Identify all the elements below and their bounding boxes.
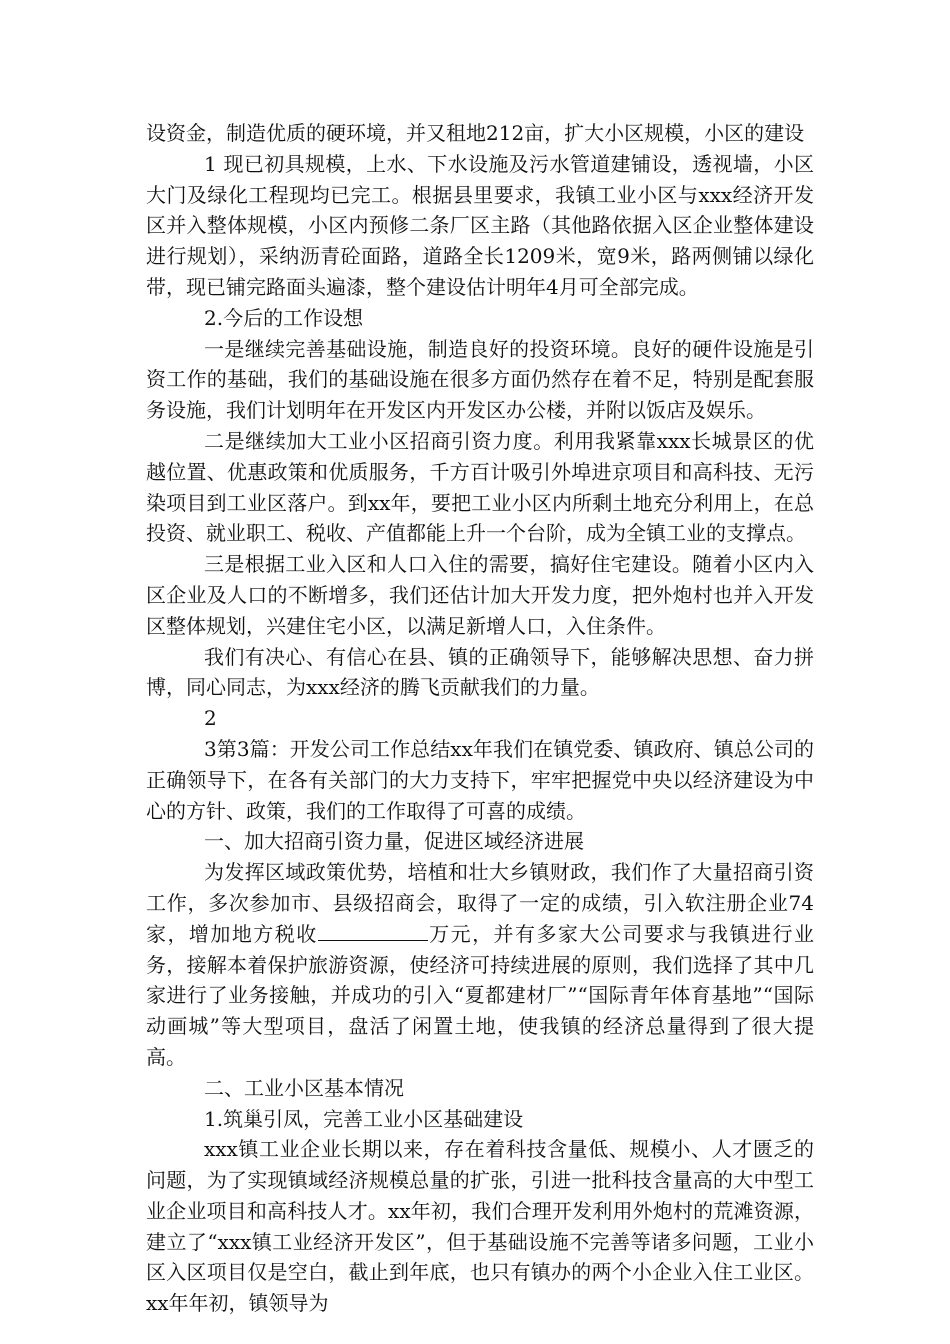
fill-in-blank: [318, 922, 428, 941]
paragraph-5: 二是继续加大工业小区招商引资力度。利用我紧靠xxx长城景区的优越位置、优惠政策和优质服务，千方百计吸引外埠进京项目和高科技、无污染项目到工业区落户。到xx年，要把工业小区内所剩土地充分利用上，在总投资、就业职工、税收、产值都能上升一个台阶，成为全镇工业的支撑点。: [146, 428, 814, 546]
paragraph-9: 3第3篇：开发公司工作总结xx年我们在镇党委、镇政府、镇总公司的正确领导下，在各有关部门的大力支持下，牢牢把握党中央以经济建设为中心的方针、政策，我们的工作取得了可喜的成绩。: [146, 736, 814, 823]
paragraph-11: [146, 857, 814, 1073]
paragraph-11-part-2: 万元，并有多家大公司要求与我镇进行业务，接解本着保护旅游资源，使经济可持续进展的原则，我们选择了其中几家进行了业务接触，并成功的引入“夏都建材厂”“国际青年体育基地”“国际动画城”等大型项目，盘活了闲置土地，使我镇的经济总量得到了很大提高。: [146, 921, 815, 1069]
section-heading-investment: 一、加大招商引资力量，促进区域经济进展: [204, 829, 584, 854]
paragraph-1: 设资金，制造优质的硬环境，并又租地212亩，扩大小区规模，小区的建设: [146, 121, 805, 145]
subsection-heading-infrastructure: 1.筑巢引凤，完善工业小区基础建设: [204, 1106, 524, 1131]
paragraph-2: 1 现已初具规模，上水、下水设施及污水管道建铺设，透视墙，小区大门及绿化工程现均已完工。根据县里要求，我镇工业小区与xxx经济开发区并入整体规模，小区内预修二条厂区主路（其他路依据入区企业整体建设进行规划），采纳沥青砼面路，道路全长1209米，宽9米，路两侧铺以绿化带，现已铺完路面头遍漆，整个建设估计明年4月可全部完成。: [146, 151, 814, 299]
section-heading-industrial-zone: 二、工业小区基本情况: [204, 1075, 404, 1100]
paragraph-14: xxx镇工业企业长期以来，存在着科技含量低、规模小、人才匮乏的问题，为了实现镇域经济规模总量的扩张，引进一批科技含量高的大中型工业企业项目和高科技人才。xx年初，我们合理开发利用外炮村的荒滩资源，建立了“xxx镇工业经济开发区”，但于基础设施不完善等诸多问题，工业小区入区项目仅是空白，截止到年底，也只有镇办的两个小企业入住工业区。xx年年初，镇领导为: [146, 1137, 814, 1316]
paragraph-7: 我们有决心、有信心在县、镇的正确领导下，能够解决思想、奋力拼博，同心同志，为xxx经济的腾飞贡献我们的力量。: [146, 644, 814, 700]
document-page: [146, 118, 814, 1319]
section-heading-future-plans: 2.今后的工作设想: [204, 305, 364, 330]
paragraph-4: 一是继续完善基础设施，制造良好的投资环境。良好的硬件设施是引资工作的基础，我们的基础设施在很多方面仍然存在着不足，特别是配套服务设施，我们计划明年在开发区内开发区办公楼，并附以饭店及娱乐。: [146, 336, 814, 423]
paragraph-6: 三是根据工业入区和人口入住的需要，搞好住宅建设。随着小区内入区企业及人口的不断增多，我们还估计加大开发力度，把外炮村也并入开发区整体规划，兴建住宅小区，以满足新增人口，入住条件。: [146, 552, 814, 638]
page-number-text: 2: [204, 706, 217, 731]
paragraph-11-part-1: 为发挥区域政策优势，培植和壮大乡镇财政，我们作了大量招商引资工作，多次参加市、县级招商会，取得了一定的成绩，引入软注册企业74家，增加地方税收: [146, 860, 814, 946]
